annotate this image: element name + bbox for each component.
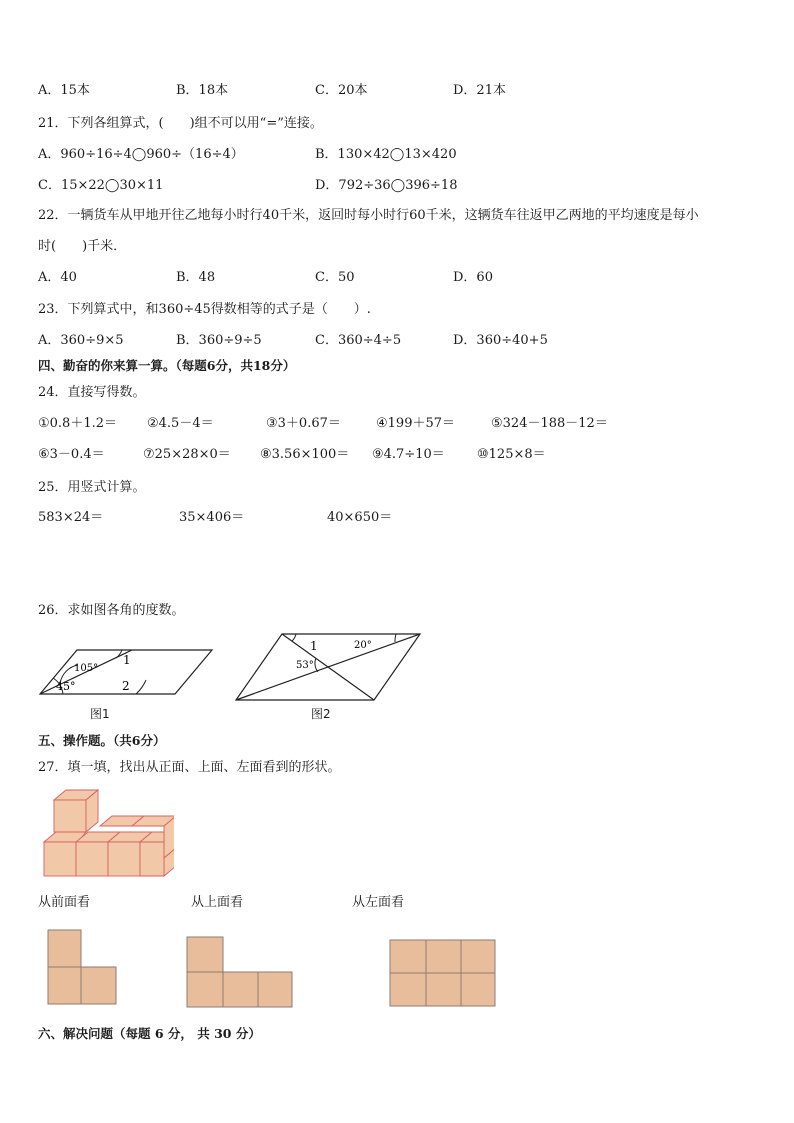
q24-item-9: ⑨4.7÷10＝ <box>372 447 445 462</box>
section-6-heading: 六、解决问题（每题 6 分， 共 30 分） <box>38 1026 261 1041</box>
q24-item-6: ⑥3－0.4＝ <box>38 447 105 462</box>
fig2-angle-53: 53° <box>296 660 314 671</box>
q22-option-b: B．48 <box>176 270 216 285</box>
cube-stack-3d <box>40 784 174 882</box>
top-view-shape <box>185 935 295 1009</box>
q20-option-c: C．20本 <box>315 83 368 98</box>
q21-option-d: D．792÷36◯396÷18 <box>315 178 458 193</box>
q20-option-a: A．15本 <box>38 83 90 98</box>
q25-item-1: 583×24＝ <box>38 510 104 525</box>
q24-item-10: ⑩125×8＝ <box>477 447 546 462</box>
q23-option-b: B．360÷9÷5 <box>176 333 262 348</box>
q23-option-d: D．360÷40+5 <box>453 333 548 348</box>
figure-2-label: 图2 <box>311 707 331 721</box>
left-view-shape <box>388 938 498 1008</box>
q25-item-2: 35×406＝ <box>179 510 245 525</box>
view-label-top: 从上面看 <box>191 895 244 910</box>
q22-stem-line2: 时( )千米． <box>38 239 127 254</box>
fig1-angle-45: 45° <box>56 680 76 693</box>
q22-stem-line1: 22．一辆货车从甲地开往乙地每小时行40千米，返回时每小时行60千米，这辆货车往返甲乙两地的平均速度是每小 <box>38 208 699 223</box>
section-5-heading: 五、操作题。（共6分） <box>38 733 166 748</box>
q24-item-5: ⑤324－188－12＝ <box>491 416 608 431</box>
front-view-shape <box>46 928 120 1008</box>
figure-2-parallelogram <box>230 628 426 704</box>
view-label-left: 从左面看 <box>352 895 405 910</box>
fig2-mark-1: 1 <box>310 639 318 653</box>
view-label-front: 从前面看 <box>38 895 91 910</box>
figure-1-label: 图1 <box>90 707 110 721</box>
q25-stem: 25．用竖式计算。 <box>38 480 146 495</box>
q24-item-4: ④199＋57＝ <box>376 416 456 431</box>
q24-stem: 24．直接写得数。 <box>38 385 146 400</box>
q24-item-8: ⑧3.56×100＝ <box>260 447 350 462</box>
q21-option-b: B．130×42◯13×420 <box>315 147 457 162</box>
q22-option-d: D．60 <box>453 270 493 285</box>
q21-option-c: C．15×22◯30×11 <box>38 178 164 193</box>
q23-stem: 23．下列算式中，和360÷45得数相等的式子是（ ）. <box>38 302 371 317</box>
q23-option-c: C．360÷4÷5 <box>315 333 402 348</box>
q22-option-a: A．40 <box>38 270 77 285</box>
figure-1-parallelogram <box>30 640 220 702</box>
fig2-angle-20: 20° <box>354 640 372 651</box>
q24-item-2: ②4.5－4＝ <box>147 416 214 431</box>
section-4-heading: 四、勤奋的你来算一算。（每题6分，共18分） <box>38 358 296 373</box>
q24-item-7: ⑦25×28×0＝ <box>143 447 231 462</box>
q24-item-1: ①0.8＋1.2＝ <box>38 416 118 431</box>
fig1-mark-2: 2 <box>122 679 130 693</box>
q25-item-3: 40×650＝ <box>327 510 393 525</box>
q20-option-d: D．21本 <box>453 83 506 98</box>
q27-stem: 27．填一填，找出从正面、上面、左面看到的形状。 <box>38 760 341 775</box>
fig1-mark-1: 1 <box>123 653 131 667</box>
fig1-angle-105: 105° <box>74 663 99 674</box>
q22-option-c: C．50 <box>315 270 355 285</box>
q21-option-a: A．960÷16÷4◯960÷（16÷4） <box>38 147 244 162</box>
q26-stem: 26．求如图各角的度数。 <box>38 603 185 618</box>
q24-item-3: ③3＋0.67＝ <box>266 416 341 431</box>
q20-option-b: B．18本 <box>176 83 229 98</box>
q21-stem: 21．下列各组算式，( )组不可以用“=”连接。 <box>38 116 323 131</box>
q23-option-a: A．360÷9×5 <box>38 333 124 348</box>
